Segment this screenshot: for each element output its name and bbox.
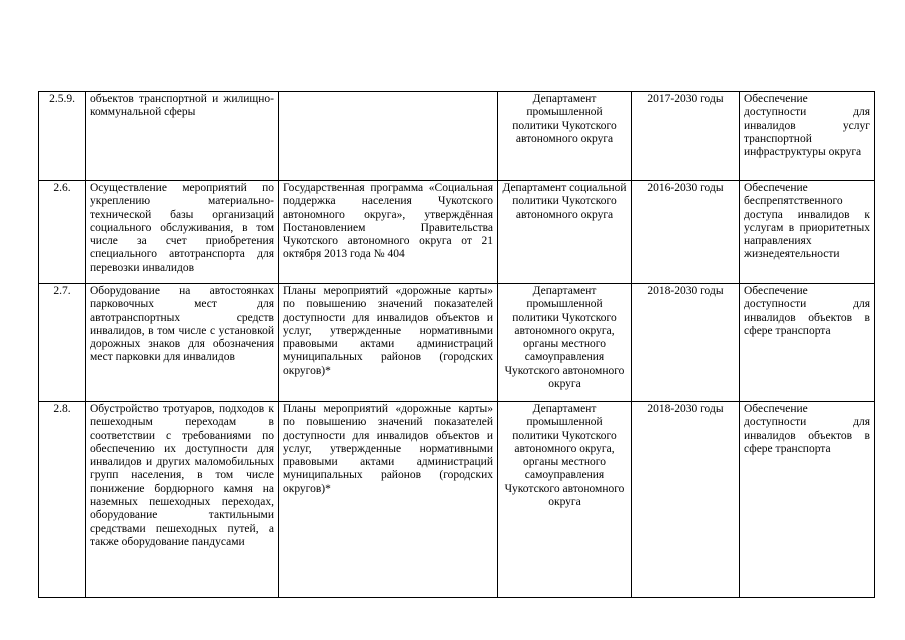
table-row	[39, 181, 875, 284]
period-cell: 2016-2030 годы	[632, 181, 740, 284]
measures-table	[38, 91, 875, 598]
action-cell: Оборудование на автостоянках парковочных мест для автотранспортных средств инвалидов, в том числе с установкой дорожных знаков для обозначения мест парковки для инвалидов	[86, 284, 279, 402]
executor-cell: Департамент промышленной политики Чукотского автономного округа, органы местного самоуправления Чукотского автономного округа	[498, 402, 632, 598]
row-number: 2.6.	[39, 181, 86, 284]
basis-cell: Государственная программа «Социальная поддержка населения Чукотского автономного округа», утверждённая Постановлением Правительства Чукотского автономного округа от 21 октября 2013 года № 404	[279, 181, 498, 284]
action-cell: объектов транспортной и жилищно-коммунальной сферы	[86, 92, 279, 181]
result-cell: Обеспечение доступности для инвалидов объектов в сфере транспорта	[740, 284, 875, 402]
result-cell: Обеспечение доступности для инвалидов услуг транспортной инфраструктуры округа	[740, 92, 875, 181]
result-cell: Обеспечение беспрепятственного доступа инвалидов к услугам в приоритетных направлениях жизнедеятельности	[740, 181, 875, 284]
row-number: 2.5.9.	[39, 92, 86, 181]
executor-cell: Департамент промышленной политики Чукотского автономного округа	[498, 92, 632, 181]
basis-cell: Планы мероприятий «дорожные карты» по повышению значений показателей доступности для инвалидов объектов и услуг, утвержденные нормативными правовыми актами администраций муниципальных районов (городских округов)*	[279, 402, 498, 598]
basis-cell: Планы мероприятий «дорожные карты» по повышению значений показателей доступности для инвалидов объектов и услуг, утвержденные нормативными правовыми актами администраций муниципальных районов (городских округов)*	[279, 284, 498, 402]
table-row	[39, 92, 875, 181]
period-cell: 2018-2030 годы	[632, 284, 740, 402]
action-cell: Обустройство тротуаров, подходов к пешеходным переходам в соответствии с требованиями по обеспечению их доступности для инвалидов и других маломобильных групп населения, в том числе понижение бордюрного камня на наземных пешеходных переходах, оборудование тактильными средствами пешеходных путей, а также оборудование пандусами	[86, 402, 279, 598]
basis-cell	[279, 92, 498, 181]
executor-cell: Департамент социальной политики Чукотского автономного округа	[498, 181, 632, 284]
table-row	[39, 284, 875, 402]
period-cell: 2017-2030 годы	[632, 92, 740, 181]
executor-cell: Департамент промышленной политики Чукотского автономного округа, органы местного самоуправления Чукотского автономного округа	[498, 284, 632, 402]
table-row	[39, 402, 875, 598]
period-cell: 2018-2030 годы	[632, 402, 740, 598]
row-number: 2.7.	[39, 284, 86, 402]
result-cell: Обеспечение доступности для инвалидов объектов в сфере транспорта	[740, 402, 875, 598]
row-number: 2.8.	[39, 402, 86, 598]
action-cell: Осуществление мероприятий по укреплению материально-технической базы организаций социального обслуживания, в том числе за счет приобретения специального автотранспорта для перевозки инвалидов	[86, 181, 279, 284]
